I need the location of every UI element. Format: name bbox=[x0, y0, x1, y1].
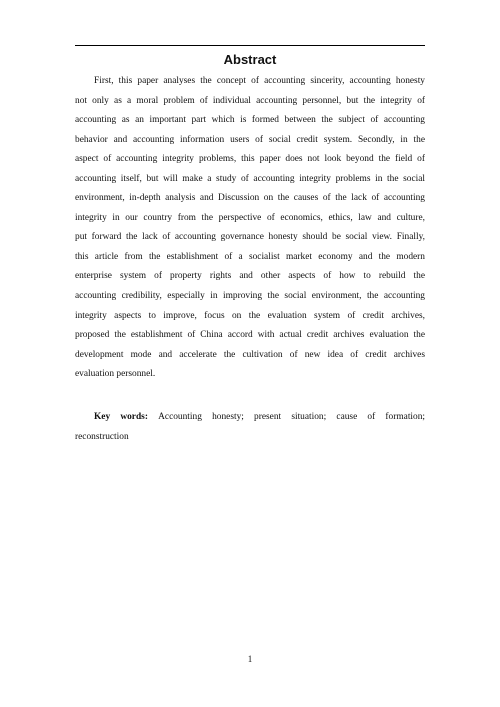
abstract-line: this article from the establishment of a socialist market economy and the modern bbox=[75, 251, 425, 262]
abstract-line: integrity aspects to improve, focus on the evaluation system of credit archives, bbox=[75, 310, 425, 321]
header-rule bbox=[75, 45, 425, 46]
abstract-line: put forward the lack of accounting governance honesty should be social view. Finally, bbox=[75, 232, 425, 243]
abstract-line: accounting credibility, especially in improving the social environment, the accounting bbox=[75, 291, 425, 302]
abstract-line: integrity in our country from the perspective of economics, ethics, law and culture, bbox=[75, 212, 425, 223]
abstract-line: proposed the establishment of China accord with actual credit archives evaluation the bbox=[75, 330, 425, 341]
abstract-title: Abstract bbox=[223, 52, 277, 67]
abstract-line: accounting itself, but will make a study of accounting integrity problems in the social bbox=[75, 173, 425, 184]
keywords-label: Key words: bbox=[94, 412, 148, 422]
keywords-text: Accounting honesty; present situation; cause of formation; bbox=[158, 412, 426, 422]
keywords-line bbox=[75, 408, 425, 428]
page-number: 1 bbox=[247, 654, 253, 664]
keywords-section bbox=[75, 408, 425, 447]
abstract-line: First, this paper analyses the concept of accounting sincerity, accounting honesty bbox=[94, 76, 425, 86]
abstract-line: aspect of accounting integrity problems, this paper does not look beyond the field of bbox=[75, 154, 425, 165]
abstract-line: behavior and accounting information users of social credit system. Secondly, in the bbox=[75, 134, 425, 145]
abstract-line: accounting as an important part which is formed between the subject of accounting bbox=[75, 115, 425, 126]
abstract-line: not only as a moral problem of individual accounting personnel, but the integrity of bbox=[75, 95, 425, 106]
abstract-line: enterprise system of property rights and other aspects of how to rebuild the bbox=[75, 271, 425, 282]
abstract-line: development mode and accelerate the cultivation of new idea of credit archives bbox=[75, 349, 425, 360]
keywords-continuation: reconstruction bbox=[75, 431, 129, 442]
abstract-line: environment, in-depth analysis and Discussion on the causes of the lack of accounting bbox=[75, 193, 425, 204]
abstract-line: evaluation personnel. bbox=[75, 369, 156, 380]
abstract-body bbox=[75, 72, 425, 385]
